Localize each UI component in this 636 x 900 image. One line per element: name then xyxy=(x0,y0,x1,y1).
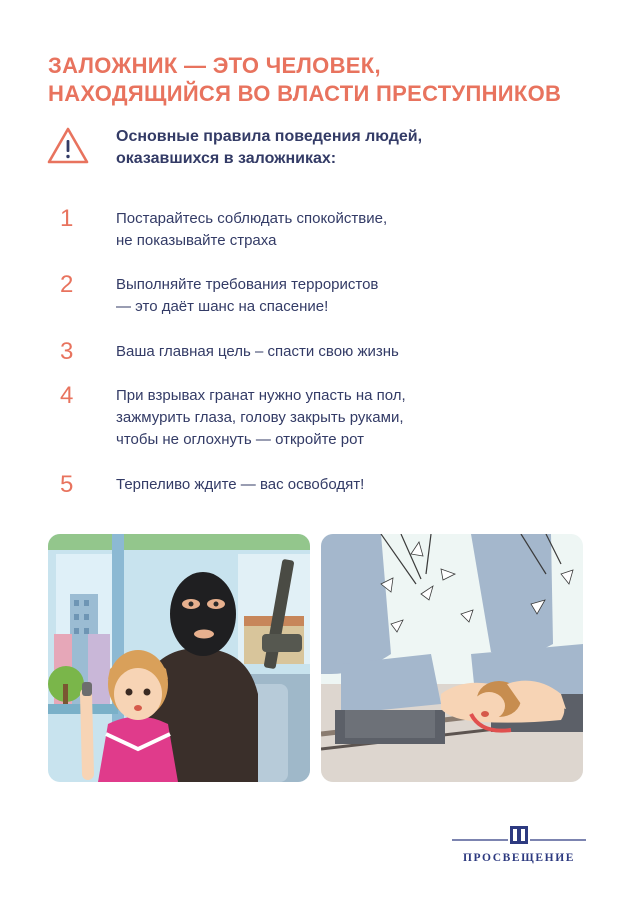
book-logo-icon xyxy=(452,822,586,848)
rule-line: Терпеливо ждите — вас освободят! xyxy=(116,476,365,493)
rule-number: 2 xyxy=(60,271,74,298)
publisher-name: ПРОСВЕЩЕНИЕ xyxy=(462,852,576,864)
rule-text xyxy=(116,341,576,363)
rule-line: При взрывах гранат нужно упасть на пол, xyxy=(116,387,406,404)
rule-line: не показывайте страха xyxy=(116,232,277,249)
warning-triangle-icon xyxy=(46,126,90,166)
page-title xyxy=(48,52,608,108)
rule-number: 5 xyxy=(60,471,74,498)
rule-line: Выполняйте требования террористов xyxy=(116,276,379,293)
rule-line: зажмурить глаза, голову закрыть руками, xyxy=(116,409,404,426)
rule-text xyxy=(116,474,576,496)
rule-number: 3 xyxy=(60,338,74,365)
intro-text xyxy=(116,126,516,170)
hostage-bus-illustration xyxy=(48,534,310,782)
intro-line-1: Основные правила поведения людей, xyxy=(116,128,423,145)
rule-line: — это даёт шанс на спасение! xyxy=(116,298,329,315)
rule-text xyxy=(116,208,576,252)
title-line-2: НАХОДЯЩИЙСЯ ВО ВЛАСТИ ПРЕСТУПНИКОВ xyxy=(48,81,562,106)
rule-number: 1 xyxy=(60,205,74,232)
publisher-logo xyxy=(452,822,586,868)
rule-line: Ваша главная цель – спасти свою жизнь xyxy=(116,343,399,360)
rule-text xyxy=(116,385,576,451)
rule-text xyxy=(116,274,576,318)
rule-line: Постарайтесь соблюдать спокойствие, xyxy=(116,210,388,227)
explosion-floor-illustration xyxy=(321,534,583,782)
rule-line: чтобы не оглохнуть — откройте рот xyxy=(116,431,365,448)
title-line-1: ЗАЛОЖНИК — ЭТО ЧЕЛОВЕК, xyxy=(48,53,381,78)
intro-line-2: оказавшихся в заложниках: xyxy=(116,150,337,167)
rule-number: 4 xyxy=(60,382,74,409)
